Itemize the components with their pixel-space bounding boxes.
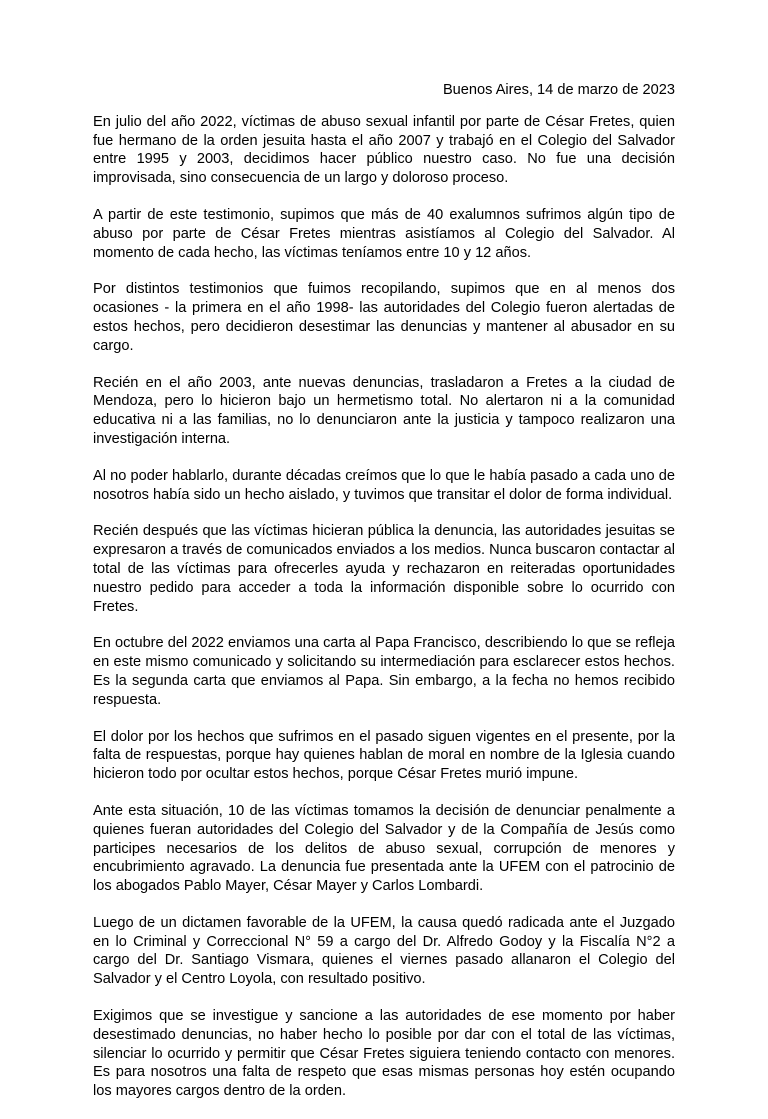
paragraph-8: El dolor por los hechos que sufrimos en el pasado siguen vigentes en el presente, por la falta de respuestas, porque hay quienes hablan de moral en nombre de la Iglesia cuando hicieron todo por ocultar estos hechos, porque César Fretes murió impune. [93, 728, 675, 783]
paragraph-4: Recién en el año 2003, ante nuevas denuncias, trasladaron a Fretes a la ciudad de Mendoza, pero lo hicieron bajo un hermetismo total. No alertaron ni a la comunidad educativa ni a las familias, no lo denunciaron ante la justicia y tampoco realizaron una investigación interna. [93, 374, 675, 447]
paragraph-2: A partir de este testimonio, supimos que más de 40 exalumnos sufrimos algún tipo de abuso por parte de César Fretes mientras asistíamos al Colegio del Salvador. Al momento de cada hecho, las víctimas teníamos entre 10 y 12 años. [93, 206, 675, 261]
paragraph-10: Luego de un dictamen favorable de la UFEM, la causa quedó radicada ante el Juzgado en lo Criminal y Correccional N° 59 a cargo del Dr. Alfredo Godoy y la Fiscalía N°2 a cargo del Dr. Santiago Vismara, quienes el viernes pasado allanaron el Colegio del Salvador y el Centro Loyola, con resultado positivo. [93, 914, 675, 988]
date-line: Buenos Aires, 14 de marzo de 2023 [442, 82, 675, 98]
document-page [93, 81, 675, 1119]
paragraph-3: Por distintos testimonios que fuimos recopilando, supimos que en al menos dos ocasiones - la primera en el año 1998- las autoridades del Colegio fueron alertadas de estos hechos, pero decidieron desestimar las denuncias y mantener al abusador en su cargo. [93, 281, 675, 354]
paragraph-1: En julio del año 2022, víctimas de abuso sexual infantil por parte de César Fretes, quien fue hermano de la orden jesuita hasta el año 2007 y trabajó en el Colegio del Salvador entre 1995 y 2003, decidimos hacer público nuestro caso. No fue una decisión improvisada, sino consecuencia de un largo y doloroso proceso. [93, 113, 675, 187]
paragraph-6: Recién después que las víctimas hicieran pública la denuncia, las autoridades jesuitas se expresaron a través de comunicados enviados a los medios. Nunca buscaron contactar al total de las víctimas para ofrecerles ayuda y rechazaron en reiteradas oportunidades nuestro pedido para acceder a toda la información disponible sobre lo ocurrido con Fretes. [93, 523, 675, 615]
paragraph-7: En octubre del 2022 enviamos una carta al Papa Francisco, describiendo lo que se refleja en este mismo comunicado y solicitando su intermediación para esclarecer estos hechos. Es la segunda carta que enviamos al Papa. Sin embargo, a la fecha no hemos recibido respuesta. [93, 635, 675, 708]
paragraph-5: Al no poder hablarlo, durante décadas creímos que lo que le había pasado a cada uno de nosotros había sido un hecho aislado, y tuvimos que transitar el dolor de forma individual. [93, 467, 675, 503]
paragraph-9: Ante esta situación, 10 de las víctimas tomamos la decisión de denunciar penalmente a quienes fueran autoridades del Colegio del Salvador y de la Compañía de Jesús como participes necesarios de los delitos de abuso sexual, corrupción de menores y encubrimiento agravado. La denuncia fue presentada ante la UFEM con el patrocinio de los abogados Pablo Mayer, César Mayer y Carlos Lombardi. [93, 802, 675, 895]
paragraph-11: Exigimos que se investigue y sancione a las autoridades de ese momento por haber desestimado denuncias, no haber hecho lo posible por dar con el total de las víctimas, silenciar lo ocurrido y permitir que César Fretes siguiera teniendo contacto con menores. Es para nosotros una falta de respeto que esas mismas personas hoy estén ocupando los mayores cargos dentro de la orden. [93, 1008, 675, 1100]
